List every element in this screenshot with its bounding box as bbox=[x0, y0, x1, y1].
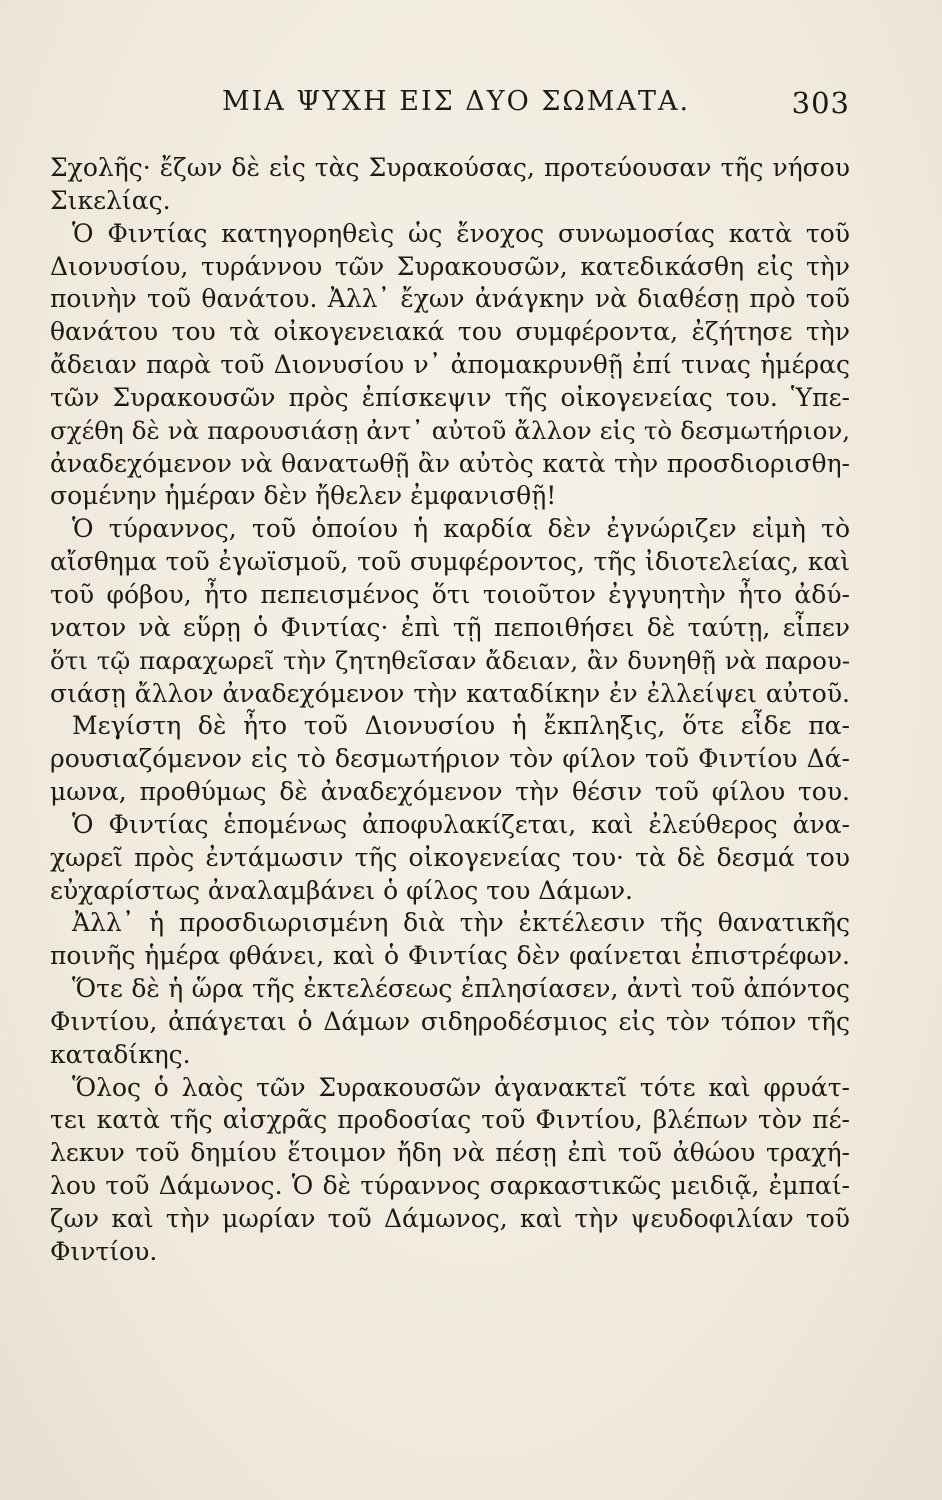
text-line: Μεγίστη δὲ ἦτο τοῦ Διονυσίου ἡ ἔκπληξις, ὅτε εἶδε πα- bbox=[72, 711, 850, 741]
text-line: Ὁ Φιντίας ἑπομένως ἀποφυλακίζεται, καὶ ἐλεύθερος ἀνα- bbox=[72, 809, 850, 839]
text-line: σχέθη δὲ νὰ παρουσιάσῃ ἀντ᾿ αὐτοῦ ἄλλον εἰς τὸ δεσμωτήριον, bbox=[50, 415, 850, 445]
body-text bbox=[50, 152, 850, 1269]
running-head: ΜΙΑ ΨΥΧΗ ΕΙΣ ΔΥΟ ΣΩΜΑΤΑ. bbox=[222, 86, 691, 117]
page-header bbox=[50, 86, 850, 126]
text-line: Ἀλλ᾿ ἡ προσδιωρισμένη διὰ τὴν ἐκτέλεσιν τῆς θανατικῆς bbox=[72, 908, 850, 938]
text-line: σιάσῃ ἄλλον ἀναδεχόμενον τὴν καταδίκην ἐν ἐλλείψει αὐτοῦ. bbox=[50, 678, 850, 708]
text-line: ὅτι τῷ παραχωρεῖ τὴν ζητηθεῖσαν ἄδειαν, ἂν δυνηθῇ νὰ παρου- bbox=[50, 645, 850, 675]
text-line: Ὅτε δὲ ἡ ὥρα τῆς ἐκτελέσεως ἐπλησίασεν, ἀντὶ τοῦ ἀπόντος bbox=[72, 974, 850, 1004]
text-line: ἀναδεχόμενον νὰ θανατωθῇ ἂν αὐτὸς κατὰ τὴν προσδιορισθη- bbox=[50, 448, 850, 478]
text-line: τῶν Συρακουσῶν πρὸς ἐπίσκεψιν τῆς οἰκογενείας του. Ὑπε- bbox=[50, 382, 850, 412]
text-line: αἴσθημα τοῦ ἐγωϊσμοῦ, τοῦ συμφέροντος, τῆς ἰδιοτελείας, καὶ bbox=[50, 547, 850, 577]
text-line: λεκυν τοῦ δημίου ἕτοιμον ἤδη νὰ πέσῃ ἐπὶ τοῦ ἀθώου τραχή- bbox=[50, 1138, 850, 1168]
text-line: Φιντίου, ἀπάγεται ὁ Δάμων σιδηροδέσμιος εἰς τὸν τόπον τῆς bbox=[50, 1006, 850, 1036]
text-line: ἄδειαν παρὰ τοῦ Διονυσίου ν᾿ ἀπομακρυνθῇ ἐπί τινας ἡμέρας bbox=[50, 350, 850, 380]
text-line: μωνα, προθύμως δὲ ἀναδεχόμενον τὴν θέσιν τοῦ φίλου του. bbox=[50, 777, 850, 807]
text-line: Διονυσίου, τυράννου τῶν Συρακουσῶν, κατεδικάσθη εἰς τὴν bbox=[50, 251, 850, 281]
text-line: καταδίκης. bbox=[50, 1039, 191, 1069]
text-line: ποινῆς ἡμέρα φθάνει, καὶ ὁ Φιντίας δὲν φαίνεται ἐπιστρέφων. bbox=[50, 941, 850, 971]
text-line: σομένην ἡμέραν δὲν ἤθελεν ἐμφανισθῇ! bbox=[50, 481, 557, 511]
text-line: Σικελίας. bbox=[50, 185, 171, 215]
text-line: ποινὴν τοῦ θανάτου. Ἀλλ᾿ ἔχων ἀνάγκην νὰ διαθέσῃ πρὸ τοῦ bbox=[50, 284, 850, 314]
text-line: Ὁ Φιντίας κατηγορηθεὶς ὡς ἔνοχος συνωμοσίας κατὰ τοῦ bbox=[72, 218, 850, 248]
text-line: εὐχαρίστως ἀναλαμβάνει ὁ φίλος του Δάμων. bbox=[50, 875, 633, 905]
text-line: Φιντίου. bbox=[50, 1236, 158, 1266]
text-line: ζων καὶ τὴν μωρίαν τοῦ Δάμωνος, καὶ τὴν ψευδοφιλίαν τοῦ bbox=[50, 1204, 850, 1233]
text-line: Σχολῆς· ἔζων δὲ εἰς τὰς Συρακούσας, προτεύουσαν τῆς νήσου bbox=[50, 153, 850, 182]
text-line: θανάτου του τὰ οἰκογενειακά του συμφέροντα, ἐζήτησε τὴν bbox=[50, 317, 850, 347]
text-line: λου τοῦ Δάμωνος. Ὁ δὲ τύραννος σαρκαστικῶς μειδιᾷ, ἐμπαί- bbox=[50, 1171, 850, 1201]
page-number: 303 bbox=[791, 86, 850, 120]
text-line: ρουσιαζόμενον εἰς τὸ δεσμωτήριον τὸν φίλον τοῦ Φιντίου Δά- bbox=[50, 744, 850, 774]
text-line: Ὁ τύραννος, τοῦ ὁποίου ἡ καρδία δὲν ἐγνώριζεν εἰμὴ τὸ bbox=[72, 514, 850, 544]
text-line: Ὅλος ὁ λαὸς τῶν Συρακουσῶν ἀγανακτεῖ τότε καὶ φρυάτ- bbox=[72, 1072, 850, 1102]
text-line: τει κατὰ τῆς αἰσχρᾶς προδοσίας τοῦ Φιντίου, βλέπων τὸν πέ- bbox=[50, 1105, 850, 1135]
text-line: νατον νὰ εὕρῃ ὁ Φιντίας· ἐπὶ τῇ πεποιθήσει δὲ ταύτῃ, εἶπεν bbox=[50, 612, 850, 642]
text-line: τοῦ φόβου, ἦτο πεπεισμένος ὅτι τοιοῦτον ἐγγυητὴν ἦτο ἀδύ- bbox=[50, 579, 850, 609]
text-line: χωρεῖ πρὸς ἐντάμωσιν τῆς οἰκογενείας του· τὰ δὲ δεσμά του bbox=[50, 842, 850, 872]
